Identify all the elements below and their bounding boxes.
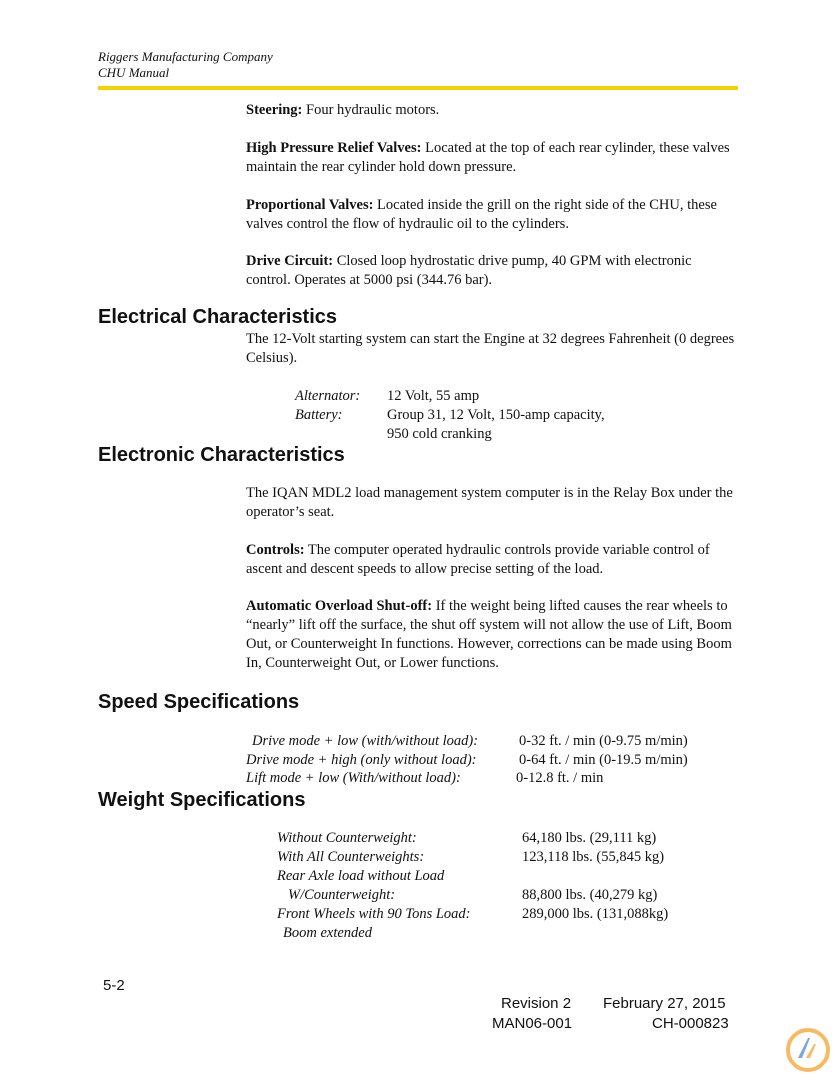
electrical-intro: The 12-Volt starting system can start the Engine at 32 degrees Fahrenheit (0 degrees Celsius). xyxy=(246,331,735,366)
alternator-value: 12 Volt, 55 amp xyxy=(387,388,480,404)
steering-term: Steering: xyxy=(246,102,303,118)
drive-circuit-term: Drive Circuit: xyxy=(246,253,334,269)
proportional-valves-paragraph xyxy=(246,196,736,234)
weight-row-label: With All Counterweights: xyxy=(277,849,425,865)
weight-row-value: 123,118 lbs. (55,845 kg) xyxy=(522,849,665,865)
document-number: MAN06-001 xyxy=(492,1015,573,1032)
header-manual: CHU Manual xyxy=(98,65,170,80)
document-header xyxy=(98,49,273,81)
speed-row-label: Drive mode + high (only without load): xyxy=(246,752,477,768)
part-number: CH-000823 xyxy=(652,1015,729,1032)
electronic-intro: The IQAN MDL2 load management system computer is in the Relay Box under the operator’s seat. xyxy=(246,485,733,520)
revision-label: Revision 2 xyxy=(501,995,572,1012)
steering-paragraph xyxy=(246,101,736,120)
drive-circuit-paragraph xyxy=(246,252,736,290)
battery-value-line-2: 950 cold cranking xyxy=(387,426,492,442)
header-company: Riggers Manufacturing Company xyxy=(98,49,273,64)
page-number: 5-2 xyxy=(103,977,125,994)
weight-row-label: Rear Axle load without Load xyxy=(277,868,445,884)
controls-term: Controls: xyxy=(246,542,305,558)
speed-row-label: Lift mode + low (With/without load): xyxy=(246,770,461,786)
overload-paragraph xyxy=(246,597,736,673)
weight-row-label: Front Wheels with 90 Tons Load: xyxy=(277,906,471,922)
weight-row-label: Without Counterweight: xyxy=(277,830,417,846)
weight-heading: Weight Specifications xyxy=(98,789,306,811)
relief-valves-term: High Pressure Relief Valves: xyxy=(246,140,422,156)
revision-date: February 27, 2015 xyxy=(603,995,726,1012)
alternator-label: Alternator: xyxy=(295,388,361,404)
drive-circuit-text: Closed loop hydrostatic drive pump, 40 GPM with electronic control. Operates at 5000 psi (344.76 bar). xyxy=(246,253,692,288)
electrical-heading: Electrical Characteristics xyxy=(98,306,338,328)
speed-heading: Speed Specifications xyxy=(98,691,300,713)
weight-row-value: 88,800 lbs. (40,279 kg) xyxy=(522,887,658,903)
overload-text: If the weight being lifted causes the rear wheels to “nearly” lift off the surface, the shut off system will not allow the use of Lift, Boom Out, or Counterweight In functions. However, corrections can be made using Boom In, Counterweight Out, or Lower functions. xyxy=(246,598,732,671)
steering-text: Four hydraulic motors. xyxy=(302,102,440,118)
proportional-valves-term: Proportional Valves: xyxy=(246,197,374,213)
overload-term: Automatic Overload Shut-off: xyxy=(246,598,433,614)
battery-label: Battery: xyxy=(295,407,343,423)
controls-paragraph xyxy=(246,541,736,579)
electronic-heading: Electronic Characteristics xyxy=(98,444,345,466)
header-rule xyxy=(98,86,738,90)
relief-valves-paragraph xyxy=(246,139,736,177)
weight-row-label: Boom extended xyxy=(283,925,372,941)
speed-row-value: 0-32 ft. / min (0-9.75 m/min) xyxy=(519,733,688,749)
speed-row-value: 0-64 ft. / min (0-19.5 m/min) xyxy=(519,752,688,768)
proportional-valves-text: Located inside the grill on the right side of the CHU, these valves control the flow of hydraulic oil to the cylinders. xyxy=(246,197,717,232)
controls-text: The computer operated hydraulic controls provide variable control of ascent and descent speeds to allow precise setting of the load. xyxy=(246,542,710,577)
weight-row-value: 64,180 lbs. (29,111 kg) xyxy=(522,830,657,846)
speed-row-label: Drive mode + low (with/without load): xyxy=(252,733,479,749)
relief-valves-text: Located at the top of each rear cylinder, these valves maintain the rear cylinder hold down pressure. xyxy=(246,140,730,175)
battery-value-line-1: Group 31, 12 Volt, 150-amp capacity, xyxy=(387,407,605,423)
weight-row-label: W/Counterweight: xyxy=(288,887,396,903)
speed-row-value: 0-12.8 ft. / min xyxy=(516,770,604,786)
weight-row-value: 289,000 lbs. (131,088kg) xyxy=(522,906,669,922)
watermark-logo-icon xyxy=(786,1028,830,1072)
